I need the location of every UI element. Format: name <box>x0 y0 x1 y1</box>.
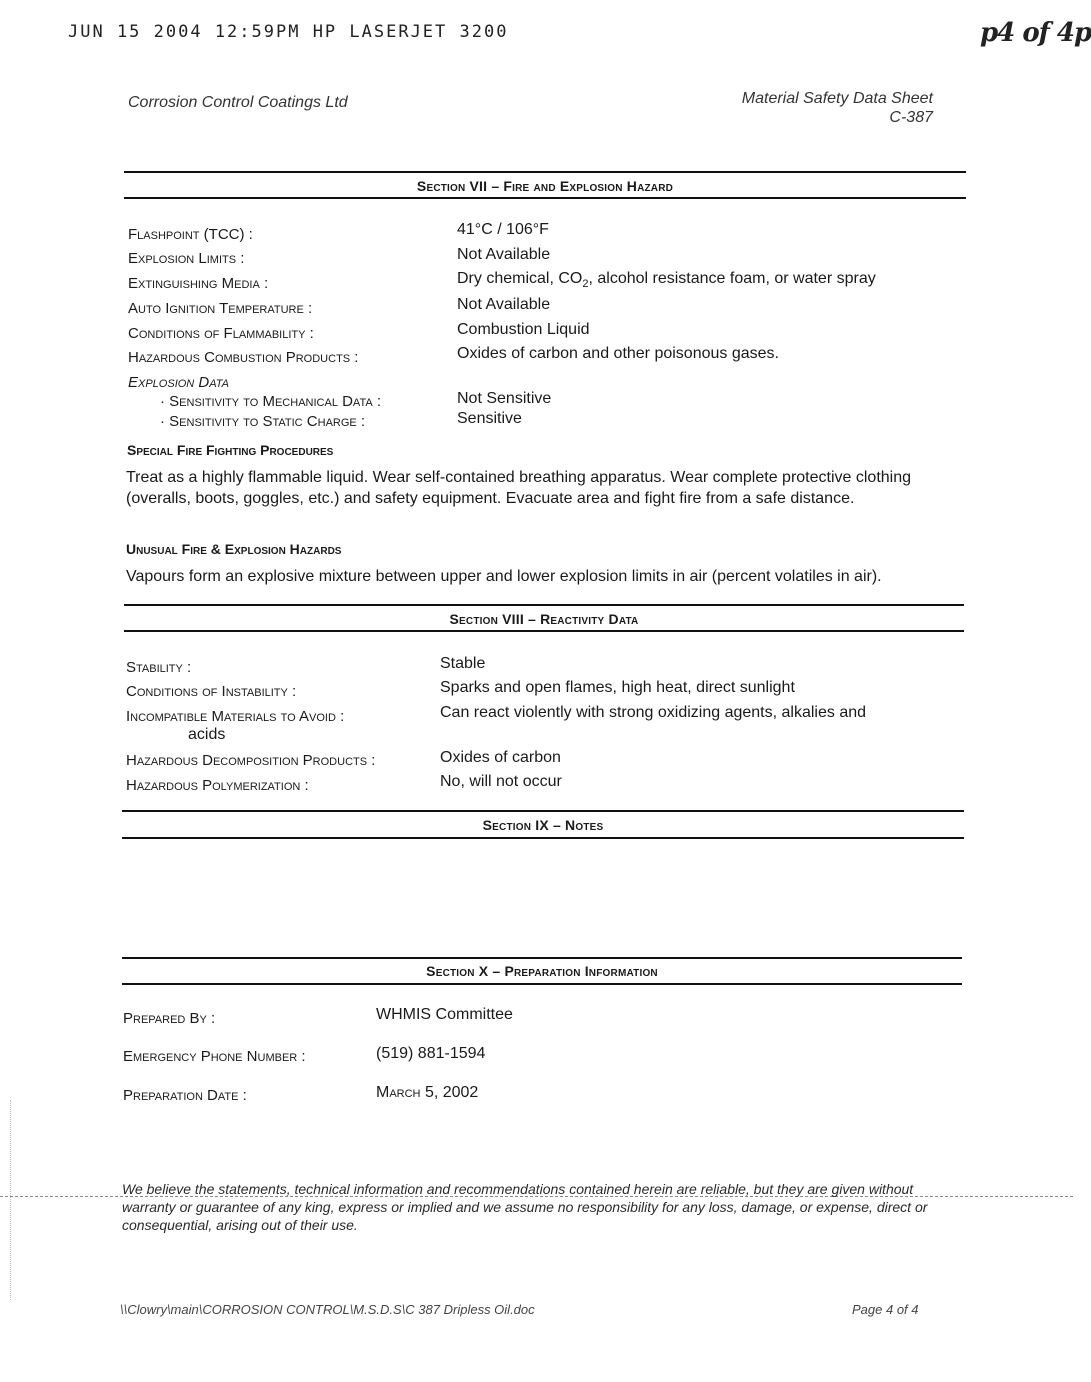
preparation-date-value: March 5, 2002 <box>376 1084 479 1101</box>
section9-top-rule <box>122 810 964 812</box>
extinguishing-media-value: Dry chemical, $CO_2$, alcohol resistance foam, or water spray <box>457 270 876 291</box>
decomposition-products-label: Hazardous Decomposition Products : <box>126 752 376 769</box>
explosion-limits-value: Not Available <box>457 246 551 263</box>
section8-bottom-rule <box>124 630 964 632</box>
document-title-line1: Material Safety Data Sheet <box>741 90 933 107</box>
emergency-phone-value: (519) 881-1594 <box>376 1045 486 1062</box>
section7-title: Section VII – Fire and Explosion Hazard <box>416 178 674 194</box>
handwritten-note-text: p4 of 4p <box>980 18 1091 48</box>
section9-bottom-rule <box>122 837 964 839</box>
auto-ignition-value: Not Available <box>457 296 551 313</box>
polymerization-label: Hazardous Polymerization : <box>126 777 309 794</box>
extinguishing-media-label: Extinguishing Media : <box>128 275 269 292</box>
special-procedures-text: Treat as a highly flammable liquid. Wear self-contained breathing apparatus. Wear complete protective clothing (overalls, boots, goggles, etc.) and safety equipment. Evacuate area and fight fire from a safe distance. <box>126 469 912 507</box>
document-title <box>742 89 933 127</box>
combustion-products-label: Hazardous Combustion Products : <box>128 349 359 366</box>
footer-file-path: \\Clowry\main\CORROSION CONTROL\M.S.D.S\C 387 Dripless Oil.doc <box>120 1302 535 1317</box>
explosion-data-label: Explosion Data <box>128 374 230 391</box>
incompatible-materials-value: Can react violently with strong oxidizing agents, alkalies and <box>440 704 867 721</box>
decomposition-products-value: Oxides of carbon <box>440 749 561 766</box>
emergency-phone-label: Emergency Phone Number : <box>123 1048 306 1065</box>
prepared-by-value: WHMIS Committee <box>376 1006 513 1023</box>
combustion-products-value: Oxides of carbon and other poisonous gases. <box>457 345 779 362</box>
handwritten-page-note <box>980 18 1091 48</box>
mechanical-sensitivity-value: Not Sensitive <box>457 390 552 407</box>
footer-page-number: Page 4 of 4 <box>852 1302 919 1317</box>
section7-bottom-rule <box>124 197 966 199</box>
flashpoint-value: 41°C / 106°F <box>457 221 549 238</box>
unusual-hazards-heading: Unusual Fire & Explosion Hazards <box>126 541 342 557</box>
instability-conditions-label: Conditions of Instability : <box>126 683 297 700</box>
flammability-conditions-value: Combustion Liquid <box>457 321 590 338</box>
auto-ignition-label: Auto Ignition Temperature : <box>128 300 313 317</box>
section8-top-rule <box>124 604 964 606</box>
polymerization-value: No, will not occur <box>440 773 562 790</box>
unusual-hazards-text: Vapours form an explosive mixture between upper and lower explosion limits in air (percent volatiles in air). <box>126 568 882 585</box>
instability-conditions-value: Sparks and open flames, high heat, direct sunlight <box>440 679 795 696</box>
section7-top-rule <box>124 171 966 173</box>
company-name: Corrosion Control Coatings Ltd <box>128 94 348 111</box>
stability-value: Stable <box>440 655 486 672</box>
flashpoint-label: Flashpoint (TCC) : <box>128 226 253 243</box>
document-code: C-387 <box>889 109 933 126</box>
disclaimer: We believe the statements, technical information and recommendations contained herein are reliable, but they are given without warranty or guarantee of any king, express or implied and we assume no responsibility for any loss, damage, or expense, direct or consequential, arising out of their use. <box>122 1181 928 1233</box>
preparation-date-label: Preparation Date : <box>123 1087 247 1104</box>
scan-margin-artifact <box>10 1100 11 1300</box>
special-procedures-heading: Special Fire Fighting Procedures <box>127 442 334 458</box>
incompatible-materials-label: Incompatible Materials to Avoid : <box>126 708 345 725</box>
section9-title: Section IX – Notes <box>482 817 604 833</box>
mechanical-sensitivity-label: · Sensitivity to Mechanical Data : <box>160 393 382 410</box>
stability-label: Stability : <box>126 659 192 676</box>
static-sensitivity-value: Sensitive <box>457 410 522 427</box>
section8-title: Section VIII – Reactivity Data <box>449 611 639 627</box>
incompatible-materials-value-cont: acids <box>188 726 226 743</box>
static-sensitivity-label: · Sensitivity to Static Charge : <box>160 413 366 430</box>
fax-header: JUN 15 2004 12:59PM HP LASERJET 3200 <box>68 22 509 42</box>
section10-top-rule <box>122 957 962 959</box>
section10-title: Section X – Preparation Information <box>426 963 658 979</box>
prepared-by-label: Prepared By : <box>123 1010 216 1027</box>
section10-bottom-rule <box>122 983 962 985</box>
explosion-limits-label: Explosion Limits : <box>128 250 245 267</box>
flammability-conditions-label: Conditions of Flammability : <box>128 325 314 342</box>
